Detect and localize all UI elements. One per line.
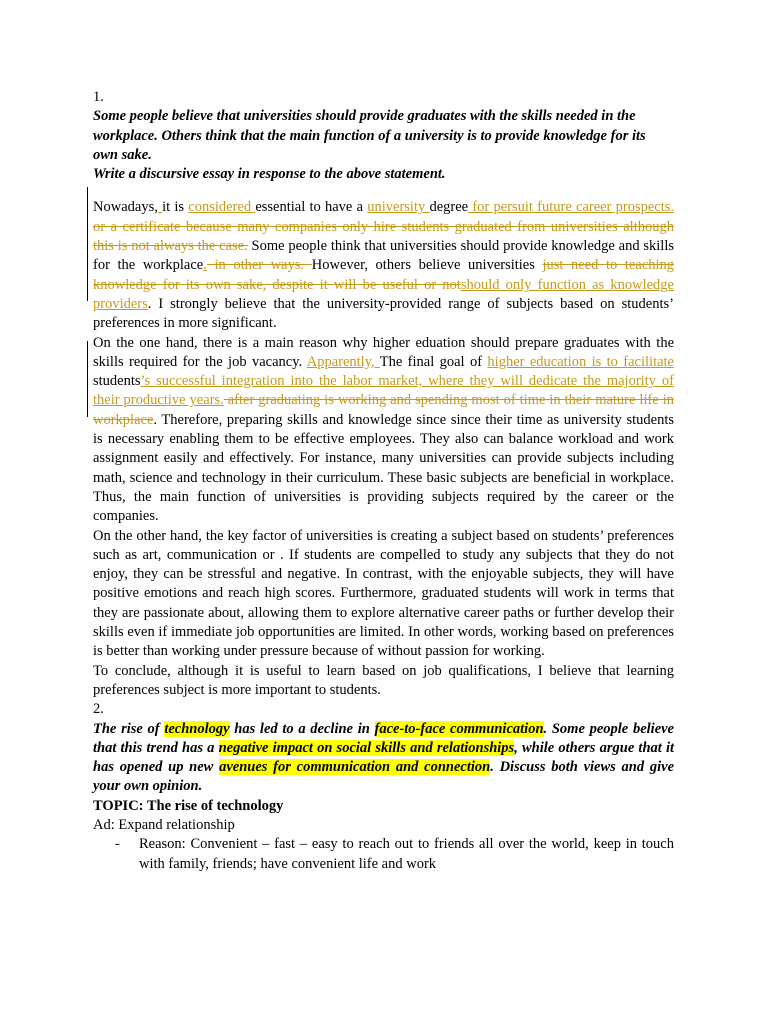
essay-instruction: Write a discursive essay in response to the above statement.	[93, 166, 446, 183]
insertion: should only function as knowledge providers	[93, 276, 674, 312]
topic-heading: TOPIC: The rise of technology	[93, 797, 284, 814]
insertion: higher education is to facilitate	[487, 353, 674, 370]
insertion: ’s successful integration into the labor market, where they will dedicate the majority of their productive years.	[93, 373, 674, 409]
body-paragraph-2: On the other hand, the key factor of universities is creating a subject based on students’ preferences such as art, communication or . If students are compelled to study any subjects that they do not enjoy, they can be stressful and negative. In contrast, with the enjoyable subjects, they will have positive emotions and reach high scores. Furthermore, graduated students will work in terms that they are passionate about, allowing them to explore alternative career paths or further develop their skills even if immediate job opportunities are limited. In other words, working based on preferences is better than working under pressure because of without passion for working.	[93, 527, 674, 660]
insertion: Apparently,	[306, 353, 380, 370]
document-body[interactable]	[93, 88, 674, 874]
insertion: for persuit future career prospects.	[468, 199, 675, 216]
change-bar	[87, 187, 88, 301]
deletion: after graduating is working and spending most of time in their mature life in workplace	[93, 392, 674, 428]
list-item	[93, 835, 674, 874]
highlight: face-to-face communication	[374, 720, 544, 737]
deletion: in other ways.	[206, 257, 312, 274]
essay-question-2: The rise of technology has led to a decline in face-to-face communication. Some people believe that this trend has a negative impact on social skills and relationships, while others argue that it has opened up new avenues for communication and connection. Discuss both views and give your own opinion.	[93, 720, 675, 795]
insertion: university	[367, 199, 430, 216]
body-paragraph-1: On the one hand, there is a main reason why higher eduation should prepare graduates with the skills required for the job vacancy. Apparently, The final goal of higher education is to facilitate students’s successful integration into the labor market, where they will dedicate the majority of their productive years. after graduating is working and spending most of time in their mature life in workplace. Therefore, preparing skills and knowledge since since their time as university students is necessary enabling them to be effective employees. They also can balance workload and work assignment easily and effectively. For instance, many universities can provide subjects including math, science and technology in their curriculum. These basic subjects are beneficial in workplace. Thus, the main function of universities is providing subjects required by the career or the companies.	[93, 334, 674, 525]
highlight: avenues for communication and connection	[219, 759, 491, 776]
highlight: technology	[164, 720, 230, 737]
deletion: just need to teaching knowledge for its own sake, despite it will be useful or not	[93, 257, 675, 293]
essay-question: Some people believe that universities should provide graduates with the skills needed in the workplace. Others think that the main function of a university is to provide knowledge for its own sake.	[93, 108, 646, 163]
insertion: .	[203, 257, 207, 274]
deletion: or a certificate because many companies only hire students graduated from universities although this is not always the case.	[93, 218, 674, 255]
change-bar	[87, 341, 88, 417]
highlight: negative impact on social skills and relationships	[218, 739, 515, 756]
insertion: considered	[188, 199, 256, 216]
advantage-line: Ad: Expand relationship	[93, 816, 235, 833]
reason-text: Reason: Convenient – fast – easy to reach out to friends all over the world, keep in touch with family, friends; have convenient life and work	[139, 836, 674, 872]
conclusion-paragraph: To conclude, although it is useful to learn based on job qualifications, I believe that learning preferences subject is more important to students.	[93, 662, 674, 698]
intro-paragraph: Nowadays, it is considered essential to have a university degree for persuit future career prospects. or a certificate because many companies only hire students graduated from universities although this is not always the case. Some people think that universities should provide knowledge and skills for the workplace. in other ways. However, others believe universities just need to teaching knowledge for its own sake, despite it will be useful or notshould only function as knowledge providers. I strongly believe that the university-provided range of subjects based on students’ preferences in more significant.	[93, 199, 675, 332]
section-number: 2.	[93, 701, 104, 718]
bullet-marker: -	[115, 836, 120, 853]
section-number: 1.	[93, 89, 104, 105]
